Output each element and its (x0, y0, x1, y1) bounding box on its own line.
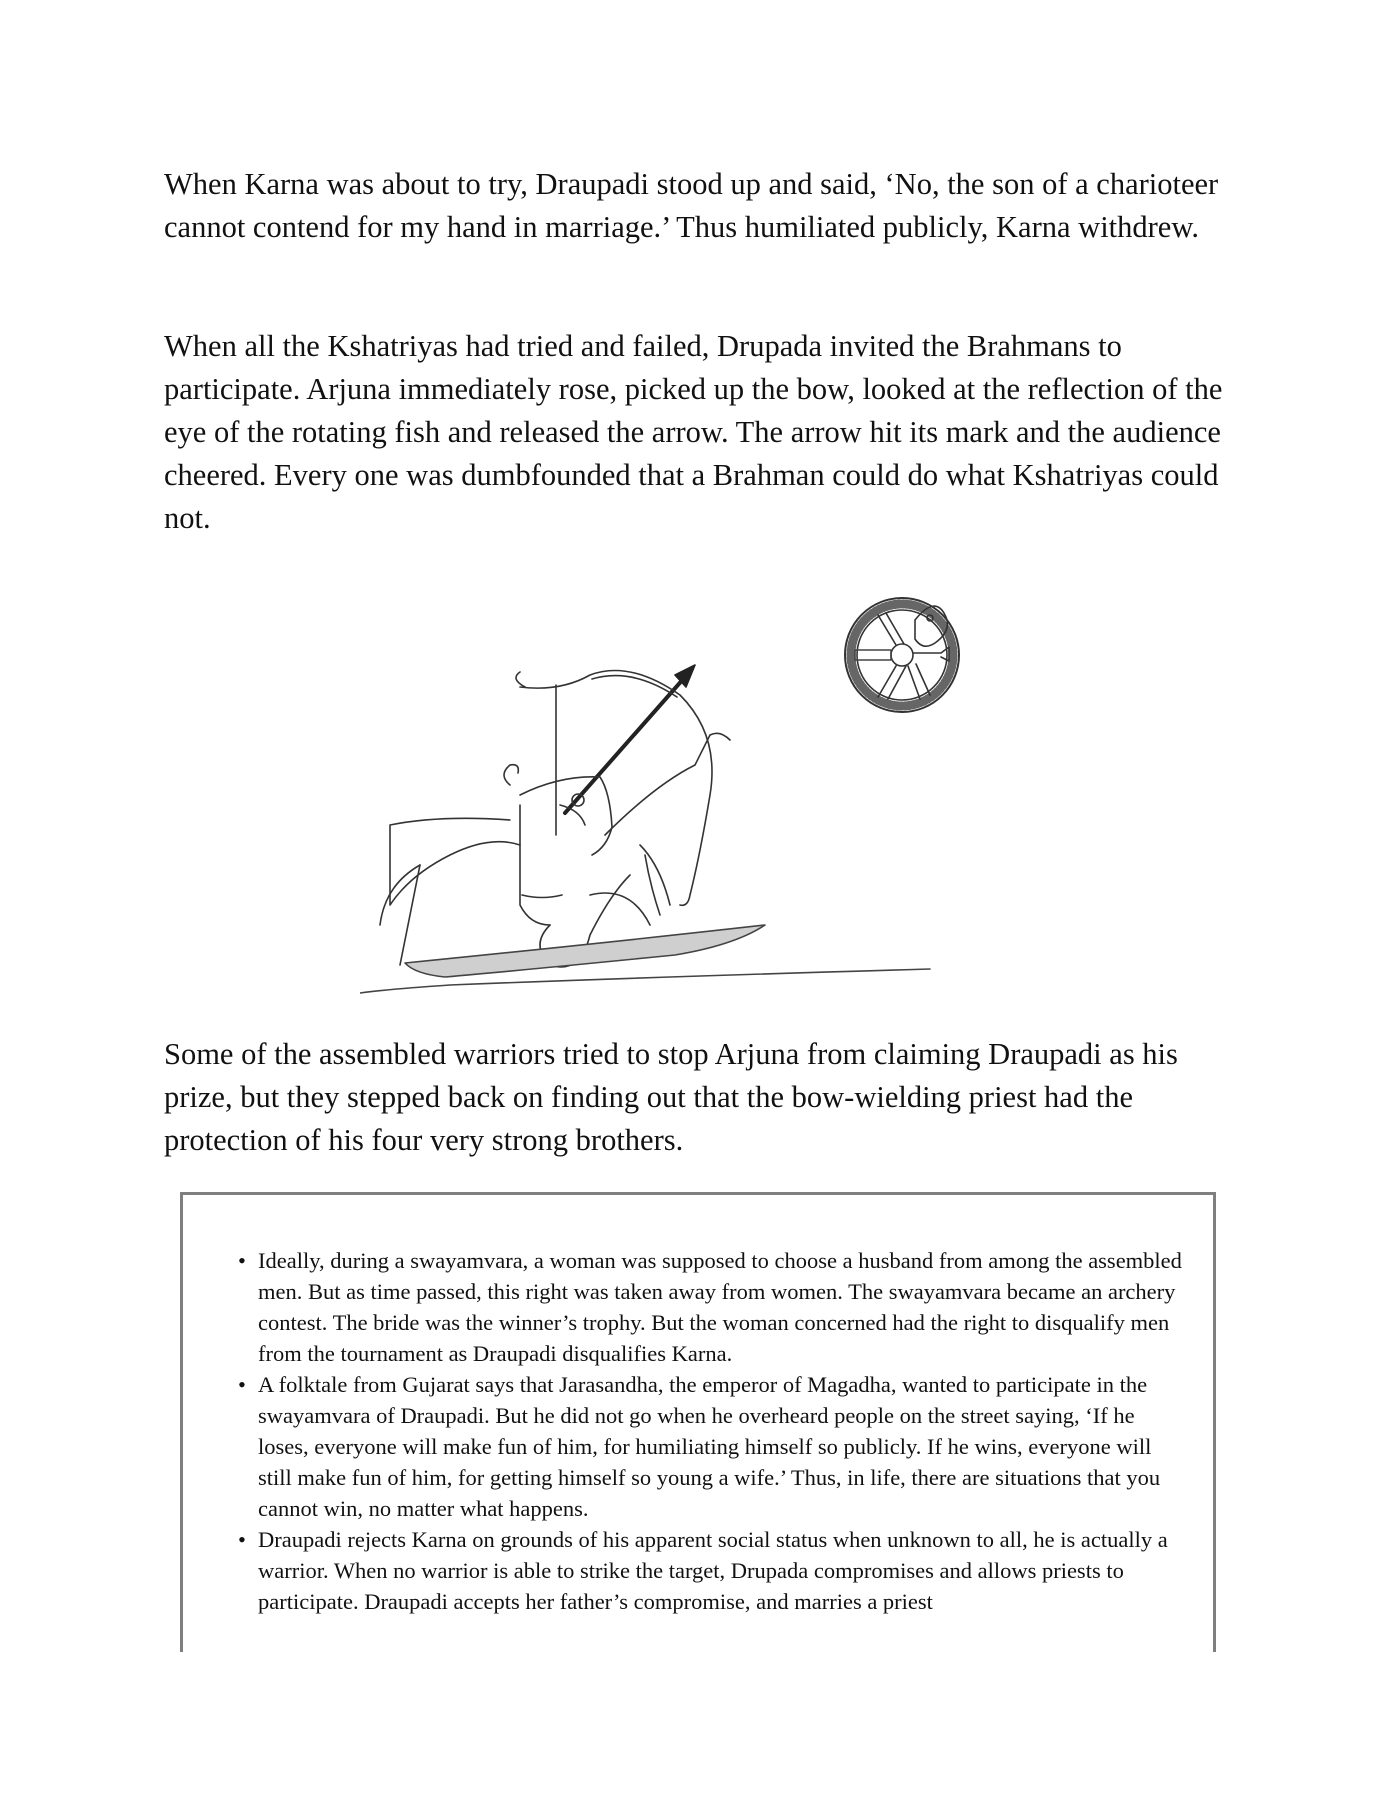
sidebar-notes-box (180, 1192, 1216, 1652)
bullet-icon: • (238, 1372, 246, 1397)
note-text: Draupadi rejects Karna on grounds of his apparent social status when unknown to all, he is actually a warrior. When no warrior is able to strike the target, Drupada compromises and allows priests to participate. Draupadi accepts her father’s compromise, and marries a priest (258, 1527, 1168, 1614)
note-item (238, 1524, 1188, 1617)
paragraph-warriors-stepped-back: Some of the assembled warriors tried to stop Arjuna from claiming Draupadi as his prize, but they stepped back on finding out that the bow-wielding priest had the protection of his four very strong brothers. (164, 1037, 1178, 1157)
bullet-icon: • (238, 1527, 246, 1552)
note-text: A folktale from Gujarat says that Jarasandha, the emperor of Magadha, wanted to participate in the swayamvara of Draupadi. But he did not go when he overheard people on the street saying, ‘If he loses, everyone will make fun of him, for humiliating himself so publicly. If he wins, everyone will still make fun of him, for getting himself so young a wife.’ Thus, in life, there are situations that you cannot win, no matter what happens. (258, 1372, 1161, 1521)
bullet-icon: • (238, 1248, 246, 1273)
note-item (238, 1245, 1188, 1369)
note-text: Ideally, during a swayamvara, a woman was supposed to choose a husband from among the assembled men. But as time passed, this right was taken away from women. The swayamvara became an archery contest. The bride was the winner’s trophy. But the woman concerned had the right to disqualify men from the tournament as Draupadi disqualifies Karna. (258, 1248, 1182, 1366)
arrow-icon (565, 665, 695, 813)
rotating-fish-wheel-icon (845, 598, 959, 712)
paragraph-karna-withdrew: When Karna was about to try, Draupadi stood up and said, ‘No, the son of a charioteer cannot contend for my hand in marriage.’ Thus humiliated publicly, Karna withdrew. (164, 167, 1219, 244)
notes-list (238, 1245, 1188, 1617)
note-item (238, 1369, 1188, 1524)
arjuna-archery-illustration (360, 565, 1040, 1005)
paragraph-arjuna-shoots: When all the Kshatriyas had tried and failed, Drupada invited the Brahmans to participate. Arjuna immediately rose, picked up the bow, looked at the reflection of the eye of the rotating fish and released the arrow. The arrow hit its mark and the audience cheered. Every one was dumbfounded that a Brahman could do what Kshatriyas could not. (164, 329, 1223, 535)
